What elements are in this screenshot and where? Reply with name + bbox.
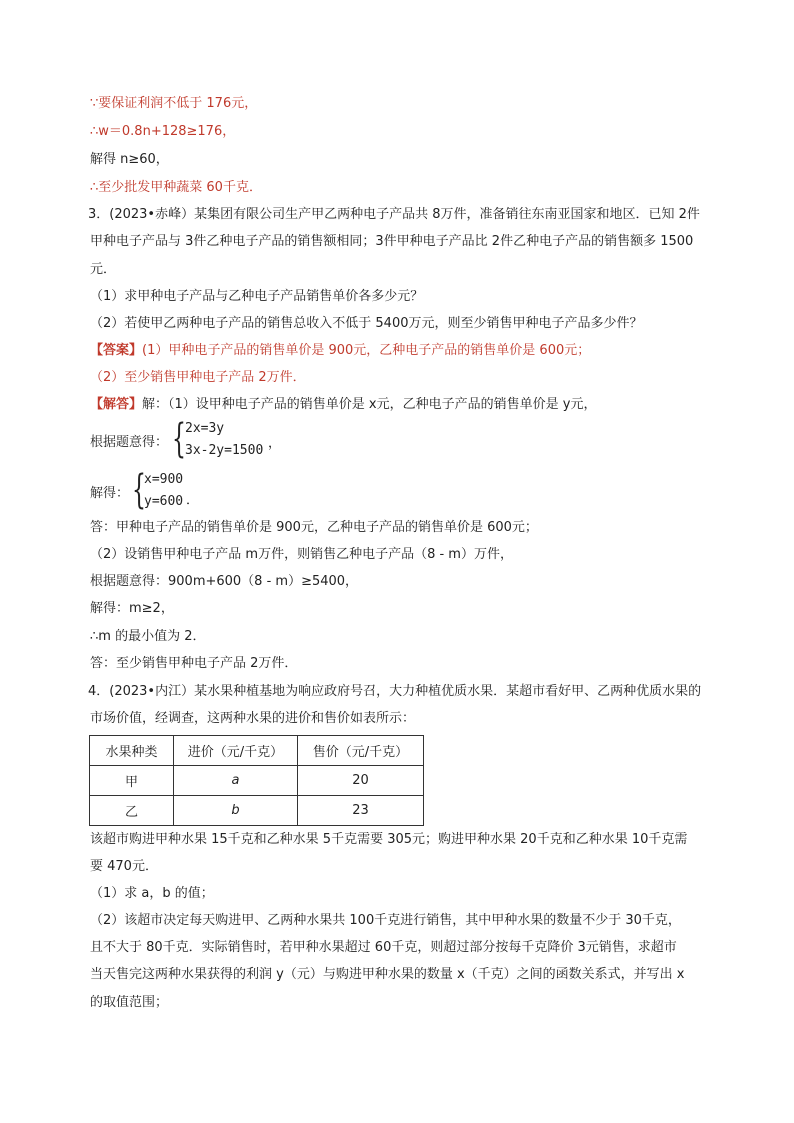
equation: y=600: [144, 494, 184, 509]
system-label: 解得：: [90, 486, 130, 501]
solution-line: ∴w＝0.8n+128≥176，: [90, 124, 236, 139]
q3-solution: ∴m 的最小值为 2．: [90, 629, 206, 644]
table-row: [90, 796, 424, 826]
punctuation: ．: [186, 493, 200, 508]
q3-part-2: （2）若使甲乙两种电子产品的销售总收入不低于 5400万元，则至少销售甲种电子产品多少件？: [90, 316, 643, 331]
equation-system-2: [90, 469, 290, 513]
answer-text: (1）甲种电子产品的销售单价是 900元，乙种电子产品的销售单价是 600元；: [142, 343, 591, 358]
table-header: 售价（元/千克）: [298, 736, 424, 766]
q3-stem: 元．: [90, 262, 117, 277]
q4-text: 要 470元．: [90, 859, 158, 874]
table-cell: b: [174, 796, 298, 826]
table-header: 进价（元/千克）: [174, 736, 298, 766]
price-table: [89, 735, 424, 826]
brace-icon: {: [172, 416, 186, 462]
solution-line: ∴至少批发甲种蔬菜 60千克．: [90, 180, 262, 195]
solution-text: 解：（1）设甲种电子产品的销售单价是 x元，乙种电子产品的销售单价是 y元，: [142, 397, 597, 412]
table-header-row: [90, 736, 424, 766]
q3-solution: [90, 396, 596, 414]
q4-part-2: 的取值范围；: [90, 995, 169, 1010]
solution-line: 解得 n≥60，: [90, 152, 169, 167]
q4-part-2: 且不大于 80千克．实际销售时，若甲种水果超过 60千克，则超过部分按每千克降价 3元销售，求超市: [90, 940, 677, 955]
table-cell: 23: [298, 796, 424, 826]
answer-tag: 【答案】: [90, 343, 143, 358]
q3-stem: 甲种电子产品与 3件乙种电子产品的销售额相同；3件甲种电子产品比 2件乙种电子产品的销售额多 1500: [90, 234, 694, 249]
q4-stem: 市场价值，经调查，这两种水果的进价和售价如表所示：: [90, 711, 416, 726]
solution-line: ∵要保证利润不低于 176元，: [90, 96, 258, 111]
q3-answer: （2）至少销售甲种电子产品 2万件．: [90, 370, 306, 385]
equation: x=900: [144, 472, 184, 487]
table-cell: 甲: [90, 766, 174, 796]
system-label: 根据题意得：: [90, 435, 169, 450]
equation: 3x-2y=1500: [185, 443, 264, 458]
table-cell: 乙: [90, 796, 174, 826]
q3-stem: 3．(2023•赤峰）某集团有限公司生产甲乙两种电子产品共 8万件，准备销往东南亚国家和地区．已知 2件: [88, 207, 700, 222]
q3-part-1: （1）求甲种电子产品与乙种电子产品销售单价各多少元？: [90, 289, 424, 304]
brace-icon: {: [132, 467, 146, 513]
table-cell: 20: [298, 766, 424, 796]
q3-solution: （2）设销售甲种电子产品 m万件，则销售乙种电子产品（8 - m）万件，: [90, 547, 513, 562]
table-cell: a: [174, 766, 298, 796]
equation-system-1: [90, 418, 390, 462]
solution-tag: 【解答】: [90, 397, 143, 412]
punctuation: ，: [268, 436, 282, 451]
table-header: 水果种类: [90, 736, 174, 766]
equation: 2x=3y: [185, 421, 225, 436]
q3-solution: 答：至少销售甲种电子产品 2万件．: [90, 656, 298, 671]
q4-part-2: 当天售完这两种水果获得的利润 y（元）与购进甲种水果的数量 x（千克）之间的函数关系式，并写出 x: [90, 967, 685, 982]
q3-solution: 解得：m≥2，: [90, 601, 174, 616]
q3-solution: 根据题意得：900m+600（8 - m）≥5400，: [90, 574, 359, 589]
q4-stem: 4．(2023•内江）某水果种植基地为响应政府号召，大力种植优质水果．某超市看好甲、乙两种优质水果的: [88, 684, 702, 699]
q3-answer: [90, 342, 590, 360]
q4-part-2: （2）该超市决定每天购进甲、乙两种水果共 100千克进行销售，其中甲种水果的数量不少于 30千克，: [90, 913, 681, 928]
q3-solution: 答：甲种电子产品的销售单价是 900元，乙种电子产品的销售单价是 600元；: [90, 520, 538, 535]
table-row: [90, 766, 424, 796]
q4-part-1: （1）求 a，b 的值；: [90, 886, 214, 901]
q4-text: 该超市购进甲种水果 15千克和乙种水果 5千克需要 305元；购进甲种水果 20千克和乙种水果 10千克需: [90, 832, 688, 847]
